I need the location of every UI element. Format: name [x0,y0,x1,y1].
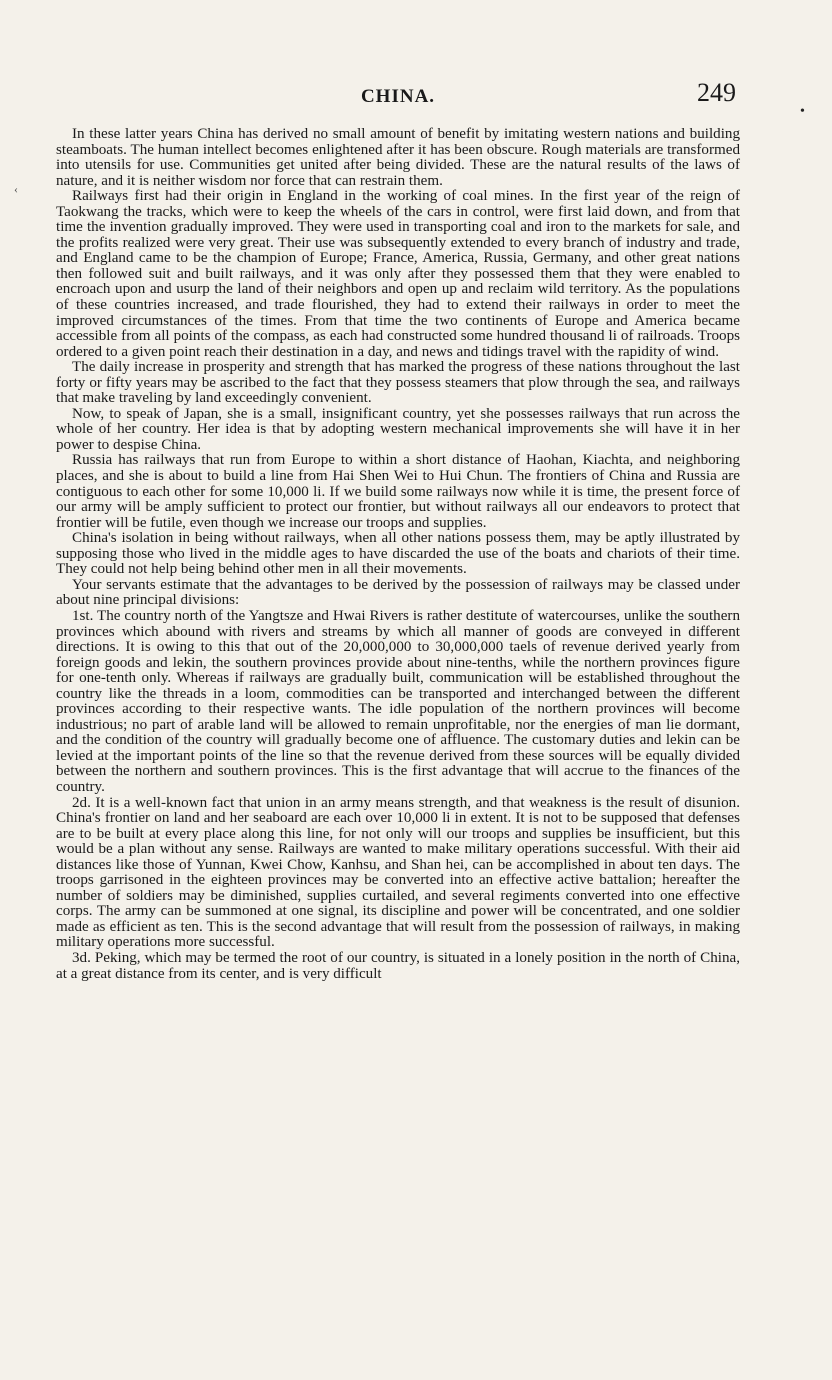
paragraph-3: The daily increase in prosperity and strength that has marked the progress of these nations throughout the last forty or fifty years may be ascribed to the fact that they possess steamers that plow through the sea, and railways that make traveling by land exceedingly convenient. [56,359,740,407]
margin-dot: • [800,104,805,119]
page-header [56,78,740,112]
paragraph-6: China's isolation in being without railways, when all other nations possess them, may be aptly illustrated by supposing those who lived in the middle ages to have discarded the use of the boats and chariots of their time. They could not help being behind other men in all their movements. [56,530,740,578]
paragraph-10: 3d. Peking, which may be termed the root of our country, is situated in a lonely position in the north of China, at a great distance from its center, and is very difficult [56,949,740,982]
running-head: CHINA. [360,86,436,107]
paragraph-2: Railways first had their origin in England in the working of coal mines. In the first year of the reign of Taokwang the tracks, which were to keep the wheels of the cars in control, were first laid down, and from that time the invention gradually improved. They were used in transporting coal and iron to the markets for sale, and the profits realized were very great. Their use was subsequently extended to every branch of industry and trade, and England came to be the champion of Europe; France, America, Russia, Germany, and other great nations then followed suit and built railways, and it was only after they possessed them that they were enabled to encroach upon and usurp the land of their neighbors and open up and reclaim wild territory. As the populations of these countries increased, and trade flourished, they had to extend their railways in order to meet the improved circumstances of the times. From that time the two continents of Europe and America became accessible from all points of the compass, as each had constructed some hundred thousand li of railroads. Troops ordered to a given point reach their destination in a day, and news and tidings travel with the rapidity of wind. [56,188,740,360]
body-text [56,127,740,982]
paragraph-8: 1st. The country north of the Yangtsze and Hwai Rivers is rather destitute of watercourses, unlike the southern provinces which abound with rivers and streams by which all manner of goods are conveyed in different directions. It is owing to this that out of the 20,000,000 to 30,000,000 taels of revenue derived yearly from foreign goods and lekin, the southern provinces provide about nine-tenths, while the northern provinces figure for one-tenth only. Whereas if railways are gradually built, communication will be established throughout the country like the threads in a loom, commodities can be transported and interchanged between the different provinces according to their respective wants. The idle population of the northern provinces will become industrious; no part of arable land will be allowed to remain unprofitable, nor the energies of man lie dormant, and the condition of the country will gradually become one of affluence. The customary duties and lekin can be levied at the important points of the line so that the revenue derived from these sources will be equally divided between the northern and southern provinces. This is the first advantage that will accrue to the finances of the country. [56,607,740,795]
page-number: 249 [697,78,736,107]
margin-mark: ‹ [14,182,18,196]
paragraph-1: In these latter years China has derived no small amount of benefit by imitating western nations and building steamboats. The human intellect becomes enlightened after it has been obscure. Rough materials are transformed into utensils for use. Communities get united after being divided. These are the natural results of the laws of nature, and it is neither wisdom nor force that can restrain them. [56,126,740,189]
paragraph-4: Now, to speak of Japan, she is a small, insignificant country, yet she possesses railways that run across the whole of her country. Her idea is that by adopting western mechanical improvements she will have it in her power to despise China. [56,405,740,453]
paragraph-9: 2d. It is a well-known fact that union in an army means strength, and that weakness is the result of disunion. China's frontier on land and her seaboard are each over 10,000 li in extent. It is not to be supposed that defenses are to be built at every place along this line, for not only will our troops and supplies be insufficient, but this would be a plan without any sense. Railways are wanted to make military operations successful. With their aid distances like those of Yunnan, Kwei Chow, Kanhsu, and Shan hei, can be accomplished in about ten days. The troops garrisoned in the eighteen provinces may be converted into an effective active battalion; hereafter the number of soldiers may be diminished, supplies curtailed, and several regiments converted into one effective corps. The army can be summoned at one signal, its discipline and power will be concentrated, and one soldier made as efficient as ten. This is the second advantage that will result from the possession of railways, in making military operations more successful. [56,794,740,951]
paragraph-7: Your servants estimate that the advantages to be derived by the possession of railways may be classed under about nine principal divisions: [56,576,740,609]
paragraph-5: Russia has railways that run from Europe to within a short distance of Haohan, Kiachta, and neighboring places, and she is about to build a line from Hai Shen Wei to Hui Chun. The frontiers of China and Russia are contiguous to each other for some 10,000 li. If we build some railways now while it is time, the present force of our army will be amply sufficient to protect our frontier, but without railways all our endeavors to protect that frontier will be futile, even though we increase our troops and supplies. [56,452,740,531]
